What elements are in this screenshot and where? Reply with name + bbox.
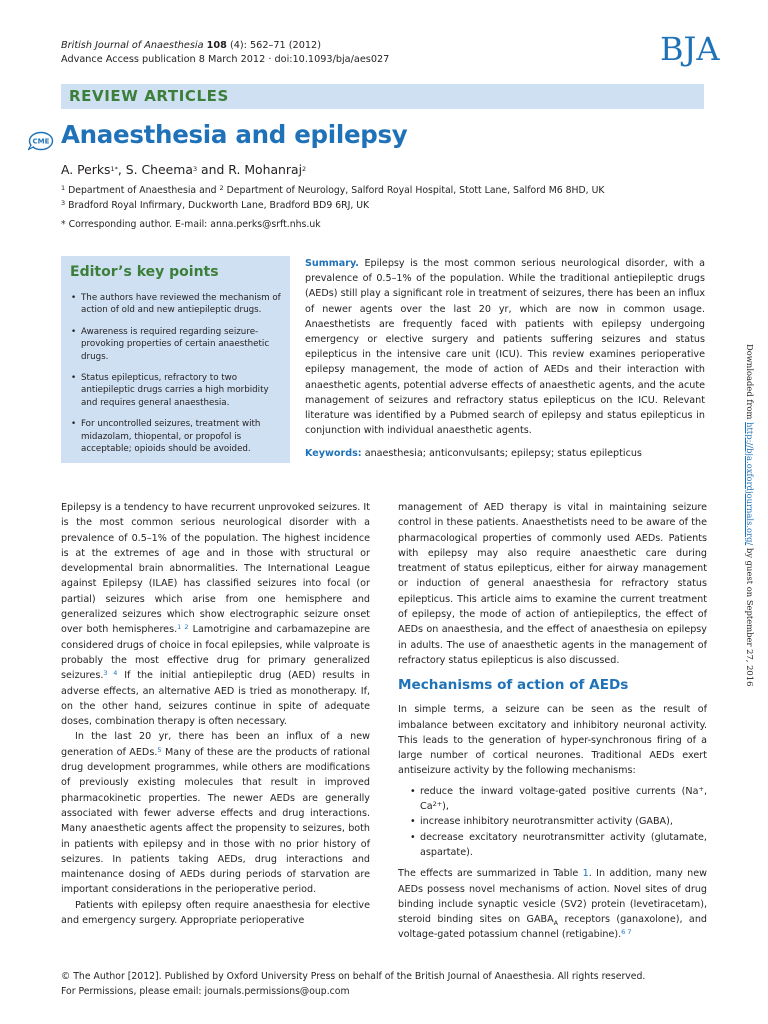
body-paragraph: The effects are summarized in Table 1. In addition, many new AEDs possess novel mechanisms of action. Novel sites of drug binding include synaptic vesicle (SV2) protein (levetiracetam), steroid binding sites on $GABA_A$ receptors (ganaxolone), and voltage-gated potassium channel (retigabine).$^{6 7}$ (398, 868, 707, 941)
cme-label: CME (32, 137, 50, 146)
keywords (305, 448, 705, 459)
affiliation-2: $^3$ Bradford Royal Infirmary, Duckworth Lane, Bradford BD9 6RJ, UK (61, 199, 370, 211)
journal-issue-pages: (4): 562–71 (2012) (229, 40, 321, 51)
key-point-item: • Awareness is required regarding seizure-provoking properties of certain anaesthetic drugs. (70, 326, 282, 363)
affiliation-1: $^1$ Department of Anaesthesia and $^2$ Department of Neurology, Salford Royal Hospital, Stott Lane, Salford M6 8HD, UK (61, 184, 605, 196)
table-link[interactable]: 1 (582, 868, 589, 880)
mechanism-item: • decrease excitatory neurotransmitter activity (glutamate, aspartate). (398, 830, 707, 861)
body-paragraph: Patients with epilepsy often require anaesthesia for elective and emergency surgery. Appropriate perioperative (61, 899, 370, 927)
copyright-line: © The Author [2012]. Published by Oxford University Press on behalf of the British Journal of Anaesthesia. All rights reserved. (61, 971, 646, 982)
key-points-title: Editor’s key points (70, 264, 219, 280)
body-paragraph: In the last 20 yr, there has been an influx of a new generation of AEDs.$^5$ Many of these are the products of rational drug development programmes, while others are modifications of previously existing molecules that result in improved pharmacokinetic properties. The newer AEDs are generally associated with fewer adverse effects and drug interactions. Many anaesthetic agents affect the propensity to seizures, both in patients with epilepsy and in those with no prior history of seizures. In patients taking AEDs, drug interactions and maintenance dosing of AEDs during periods of starvation are important considerations in the perioperative period. (61, 731, 370, 896)
summary-text: Epilepsy is the most common serious neurological disorder, with a prevalence of 0.5–1% of the population. While the traditional antiepileptic drugs (AEDs) still play a significant role in treatment of seizures, there has been an influx of newer agents over the last 20 yr, which are now in common usage. Anaesthetists are frequently faced with patients with epilepsy undergoing emergency or elective surgery and patients suffering seizures and status epilepticus in the intensive care unit (ICU). This review examines perioperative epilepsy management, the mode of action of AEDs and their interaction with anaesthetic agents, potential adverse effects of anaesthetic agents, and the acute management of seizures and refractory status epilepticus on the ICU. Relevant literature was identified by a Pubmed search of epilepsy and status epilepticus in conjunction with individual anaesthetic agents. (305, 258, 705, 437)
journal-volume: 108 (206, 40, 227, 51)
citation-ref[interactable]: 3 4 (103, 669, 118, 678)
keywords-label: Keywords: (305, 448, 362, 459)
key-points-list (70, 292, 282, 464)
download-watermark: Downloaded from http://bja.oxfordjournals.org/ by guest on September 27, 2016 (745, 344, 755, 687)
citation-ref[interactable]: 6 7 (621, 928, 632, 937)
mechanism-list (398, 784, 707, 860)
body-column-right (398, 500, 707, 943)
summary-label: Summary. (305, 258, 359, 269)
permissions-line: For Permissions, please email: journals.permissions@oup.com (61, 986, 350, 997)
body-column-left (61, 500, 370, 928)
citation-ref[interactable]: 5 (157, 745, 162, 754)
access-line: Advance Access publication 8 March 2012 · doi:10.1093/bja/aes027 (61, 54, 390, 65)
article-title: Anaesthesia and epilepsy (61, 120, 408, 149)
citation-ref[interactable]: 1 2 (177, 623, 189, 632)
key-point-item: • Status epilepticus, refractory to two antiepileptic drugs carries a high morbidity and requires general anaesthesia. (70, 372, 282, 409)
journal-name: British Journal of Anaesthesia (61, 40, 204, 51)
mechanism-item: • increase inhibitory neurotransmitter activity (GABA), (398, 814, 707, 829)
body-paragraph: In simple terms, a seizure can be seen as the result of imbalance between excitatory and inhibitory neuronal activity. This leads to the generation of hyper-synchronous firing of a large number of cortical neurones. Traditional AEDs exert antiseizure activity by the following mechanisms: (398, 704, 707, 777)
keywords-text: anaesthesia; anticonvulsants; epilepsy; status epilepticus (361, 448, 642, 459)
body-paragraph: management of AED therapy is vital in maintaining seizure control in these patients. Anaesthetists need to be aware of the pharmacological properties of commonly used AEDs. Patients with epilepsy may also require anaesthetic care during treatment of status epilepticus, either for airway management or induction of general anaesthesia for refractory status epilepticus. This article aims to examine the current treatment of epilepsy, the mode of action of antiepileptics, the effect of AEDs on anaesthesia, and the effect of anaesthesia on epilepsy in adults. The use of anaesthetic agents in the management of refractory status epilepticus is also discussed. (398, 502, 707, 666)
key-point-item: • The authors have reviewed the mechanism of action of old and new antiepileptic drugs. (70, 292, 282, 317)
bja-logo: BJA (660, 30, 720, 68)
section-heading: Mechanisms of action of AEDs (398, 677, 629, 694)
corresponding-author: * Corresponding author. E-mail: anna.perks@srft.nhs.uk (61, 219, 321, 230)
body-paragraph: Epilepsy is a tendency to have recurrent unprovoked seizures. It is the most common serious neurological disorder with a prevalence of 0.5–1% of the population. The highest incidence is at the extremes of age and in those with structural or developmental brain abnormalities. The International League against Epilepsy (ILAE) has classified seizures into focal (or partial) seizures which arise from one hemisphere and generalized seizures which show electrographic seizure onset over both hemispheres.$^{1 2}$ Lamotrigine and carbamazepine are considered drugs of choice in focal epilepsies, while valproate is probably the most effective drug for primary generalized seizures.$^{3 4}$ If the initial antiepileptic drug (AED) results in adverse effects, an alternative AED is tried as monotherapy. If, on the other hand, seizures continue in spite of adequate doses, combination therapy is often necessary. (61, 502, 370, 728)
cme-badge-icon (28, 131, 54, 151)
key-points-box (61, 256, 290, 463)
section-bar (61, 84, 704, 109)
journal-citation (61, 39, 389, 67)
mechanism-item: • reduce the inward voltage-gated positive currents (Na+, $Ca^{2+}$), (398, 784, 707, 815)
section-label: REVIEW ARTICLES (69, 87, 229, 105)
copyright-footer (61, 969, 645, 999)
summary-abstract (305, 256, 705, 438)
key-point-item: • For uncontrolled seizures, treatment with midazolam, thiopental, or propofol is acceptable; opioids should be avoided. (70, 418, 282, 455)
author-list: A. Perks$^{1*}$, S. Cheema$^3$ and R. Mohanraj$^2$ (61, 162, 307, 177)
journal-site-link[interactable]: http://bja.oxfordjournals.org/ (745, 422, 755, 546)
